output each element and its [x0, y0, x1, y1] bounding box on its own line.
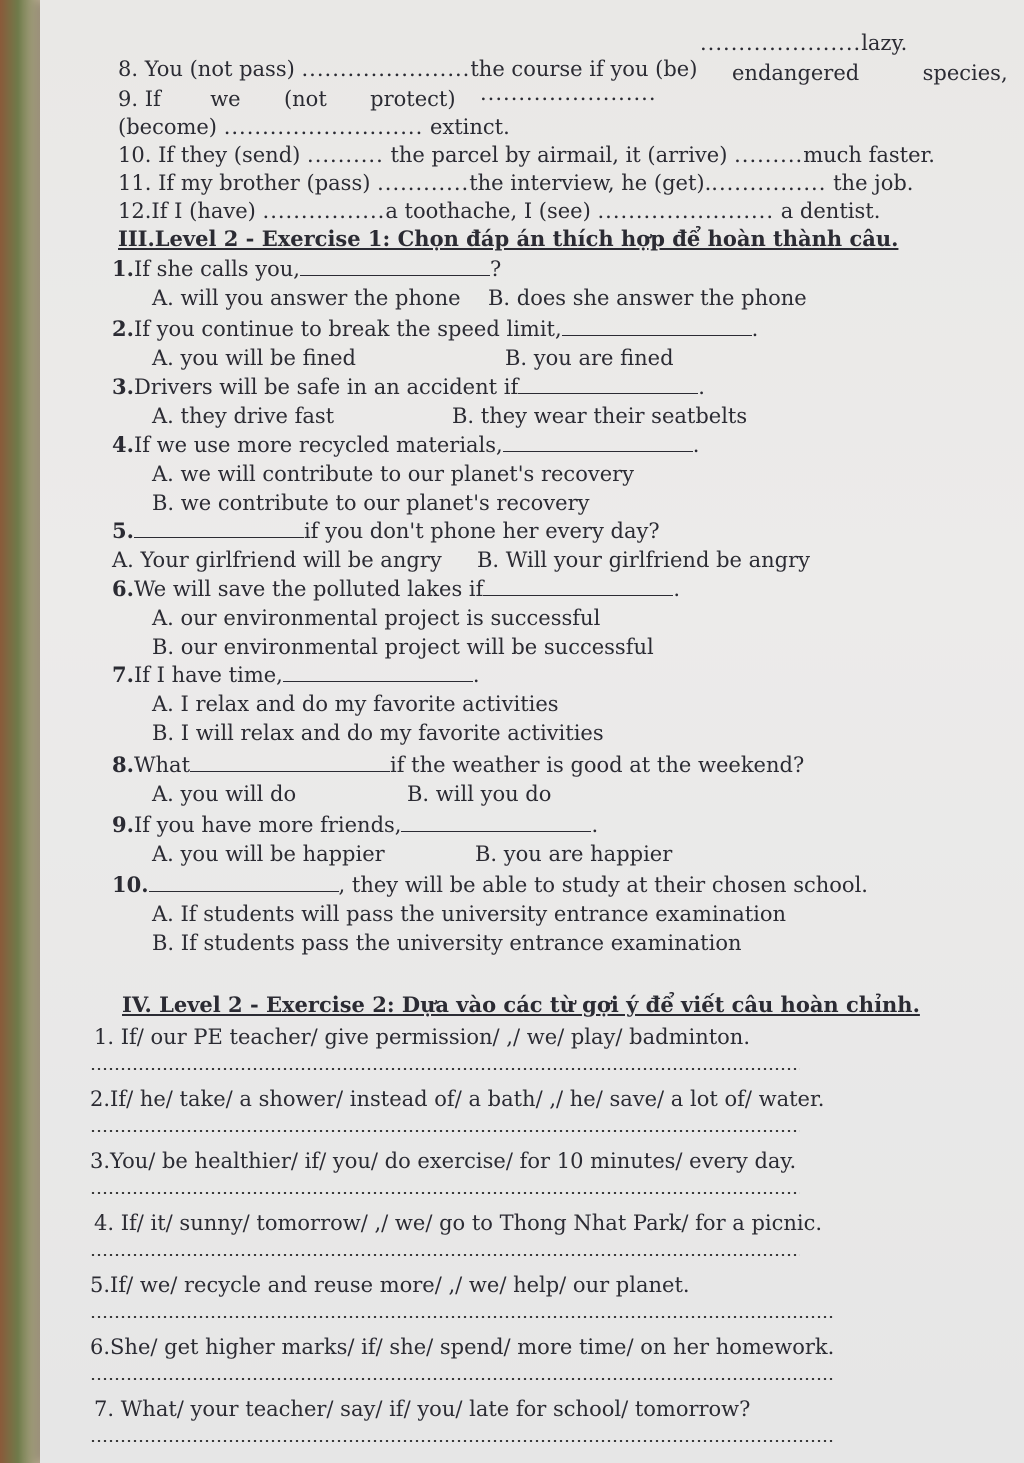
answer-blank[interactable]: [134, 519, 304, 538]
q10-line: [118, 142, 935, 168]
q8-line: [118, 56, 697, 82]
question-2-option-b[interactable]: B. you are fined: [505, 346, 674, 370]
rewrite-item-1: 1. If/ our PE teacher/ give permission/ ,/ we/ play/ badminton.: [94, 1025, 751, 1049]
question-7: [112, 662, 480, 688]
q9-blank-2[interactable]: ..........................: [223, 115, 424, 139]
q11-line: [118, 170, 913, 196]
answer-line-4[interactable]: [90, 1254, 800, 1256]
q11-part-a: If my brother (pass): [158, 171, 371, 195]
question-suffix: if you don't phone her every day?: [303, 519, 660, 543]
question-4-option-b[interactable]: B. we contribute to our planet's recovery: [152, 491, 590, 515]
question-prefix: Drivers will be safe in an accident if: [133, 375, 519, 399]
rewrite-item-3: 3.You/ be healthier/ if/ you/ do exercise/ for 10 minutes/ every day.: [90, 1149, 797, 1173]
q8-part-c: lazy.: [861, 31, 908, 55]
question-number: 8.: [112, 752, 134, 777]
rewrite-item-4: 4. If/ it/ sunny/ tomorrow/ ,/ we/ go to Thong Nhat Park/ for a picnic.: [94, 1211, 823, 1235]
question-6-option-b[interactable]: B. our environmental project will be successful: [152, 635, 654, 659]
question-1-option-b[interactable]: B. does she answer the phone: [488, 286, 807, 310]
answer-blank[interactable]: [190, 753, 390, 772]
q10-number: 10.: [118, 143, 152, 167]
question-5-option-a[interactable]: A. Your girlfriend will be angry: [112, 548, 442, 572]
q12-part-a: If I (have): [151, 199, 256, 223]
q9-part-d: protect): [370, 87, 456, 111]
q11-number: 11.: [118, 171, 152, 195]
q12-blank-1[interactable]: ................: [262, 199, 386, 223]
answer-blank[interactable]: [300, 257, 490, 276]
question-8: [112, 752, 804, 778]
question-prefix: We will save the polluted lakes if: [133, 577, 484, 601]
question-suffix: .: [698, 375, 705, 399]
rewrite-item-7: 7. What/ your teacher/ say/ if/ you/ late for school/ tomorrow?: [94, 1397, 751, 1421]
question-6: [112, 576, 680, 602]
q9-line-right: [732, 60, 1008, 86]
answer-blank[interactable]: [562, 317, 752, 336]
q8-blank-2[interactable]: .....................: [700, 31, 862, 55]
question-2: [112, 316, 758, 342]
answer-line-3[interactable]: [90, 1192, 800, 1194]
question-number: 7.: [112, 662, 134, 687]
question-prefix: If you continue to break the speed limit,: [133, 317, 562, 341]
question-number: 6.: [112, 576, 134, 601]
question-6-option-a[interactable]: A. our environmental project is successful: [152, 606, 601, 630]
q10-part-b: the parcel by airmail, it (arrive): [390, 143, 728, 167]
question-10-option-b[interactable]: B. If students pass the university entrance examination: [152, 931, 742, 955]
q8-number: 8.: [118, 57, 139, 81]
question-2-option-a[interactable]: A. you will be fined: [152, 346, 356, 370]
question-9-option-a[interactable]: A. you will be happier: [152, 842, 385, 866]
question-number: 3.: [112, 374, 134, 399]
q9-part-f: species,: [922, 61, 1008, 85]
q9-line: [118, 86, 456, 112]
q10-part-c: much faster.: [803, 143, 935, 167]
q9-part-a: If: [144, 87, 161, 111]
q8-blank-1[interactable]: ......................: [301, 57, 471, 81]
question-4: [112, 432, 699, 458]
q10-blank-1[interactable]: ..........: [307, 143, 384, 167]
rewrite-item-2: 2.If/ he/ take/ a shower/ instead of/ a bath/ ,/ he/ save/ a lot of/ water.: [90, 1087, 825, 1111]
answer-line-1[interactable]: [90, 1068, 800, 1070]
question-number: 4.: [112, 432, 134, 457]
answer-blank[interactable]: [401, 813, 591, 832]
q10-part-a: If they (send): [158, 143, 301, 167]
question-1: [112, 256, 501, 282]
answer-line-2[interactable]: [90, 1130, 800, 1132]
question-9: [112, 812, 598, 838]
answer-blank[interactable]: [483, 577, 673, 596]
q11-part-c: the job.: [833, 171, 914, 195]
question-number: 9.: [112, 812, 134, 837]
question-prefix: What: [133, 753, 191, 777]
question-number: 2.: [112, 316, 134, 341]
q9-part-b: we: [210, 87, 241, 111]
question-8-option-a[interactable]: A. you will do: [152, 782, 297, 806]
q11-blank-1[interactable]: ............: [377, 171, 470, 195]
rewrite-item-5: 5.If/ we/ recycle and reuse more/ ,/ we/ help/ our planet.: [90, 1273, 690, 1297]
question-3: [112, 374, 705, 400]
q9-part-e: endangered: [732, 61, 860, 85]
q9-part-c: (not: [283, 87, 327, 111]
question-prefix: If we use more recycled materials,: [133, 433, 503, 457]
q9-line-2: [118, 114, 510, 140]
q12-part-b: a toothache, I (see): [385, 199, 591, 223]
q12-line: [118, 198, 880, 224]
q9-part-h: extinct.: [429, 115, 510, 139]
question-suffix: ?: [489, 257, 502, 281]
question-10-option-a[interactable]: A. If students will pass the university entrance examination: [152, 902, 787, 926]
q9-blank-1[interactable]: .......................: [480, 81, 657, 105]
question-suffix: .: [673, 577, 681, 601]
q8-line-end: [700, 30, 907, 56]
question-1-option-a[interactable]: A. will you answer the phone: [152, 286, 461, 310]
answer-blank[interactable]: [518, 375, 698, 394]
question-4-option-a[interactable]: A. we will contribute to our planet's recovery: [152, 462, 635, 486]
q9-number: 9.: [118, 87, 139, 111]
question-suffix: , they will be able to study at their chosen school.: [338, 873, 868, 897]
q12-number: 12.: [118, 199, 152, 223]
rewrite-item-6: 6.She/ get higher marks/ if/ she/ spend/ more time/ on her homework.: [90, 1335, 835, 1359]
question-prefix: If I have time,: [133, 663, 283, 687]
section3-title: III.Level 2 - Exercise 1: Chọn đáp án thích hợp để hoàn thành câu.: [118, 226, 899, 251]
answer-line-7[interactable]: [90, 1440, 835, 1442]
question-10: [112, 872, 868, 898]
worksheet-page: [40, 0, 1024, 1463]
question-9-option-b[interactable]: B. you are happier: [475, 842, 673, 866]
question-suffix: .: [751, 317, 759, 341]
question-suffix: .: [591, 813, 599, 837]
q8-part-a: You (not pass): [144, 57, 295, 81]
question-3-option-a[interactable]: A. they drive fast: [152, 404, 335, 428]
question-suffix: if the weather is good at the weekend?: [390, 753, 805, 777]
question-suffix: .: [472, 663, 480, 687]
answer-line-5[interactable]: [90, 1316, 835, 1318]
answer-blank[interactable]: [149, 873, 339, 892]
question-5-option-b[interactable]: B. Will your girlfriend be angry: [477, 548, 811, 572]
question-suffix: .: [692, 433, 700, 457]
q9-part-g: (become): [118, 115, 218, 139]
question-number: 10.: [112, 872, 149, 897]
question-8-option-b[interactable]: B. will you do: [407, 782, 552, 806]
question-5: [112, 518, 660, 544]
question-number: 5.: [112, 518, 134, 543]
answer-blank[interactable]: [283, 663, 473, 682]
question-7-option-a[interactable]: A. I relax and do my favorite activities: [152, 692, 559, 716]
q11-part-b: the interview, he (get).: [469, 171, 712, 195]
question-3-option-b[interactable]: B. they wear their seatbelts: [452, 404, 748, 428]
question-prefix: If you have more friends,: [133, 813, 402, 837]
question-7-option-b[interactable]: B. I will relax and do my favorite activities: [152, 721, 604, 745]
q11-blank-2[interactable]: ...............: [711, 171, 827, 195]
answer-blank[interactable]: [503, 433, 693, 452]
question-number: 1.: [112, 256, 134, 281]
q10-blank-2[interactable]: .........: [734, 143, 804, 167]
answer-line-6[interactable]: [90, 1378, 835, 1380]
question-prefix: If she calls you,: [133, 257, 300, 281]
q8-part-b: the course if you (be): [470, 57, 698, 81]
q12-part-c: a dentist.: [780, 199, 881, 223]
q12-blank-2[interactable]: .......................: [597, 199, 775, 223]
section4-title: IV. Level 2 - Exercise 2: Dựa vào các từ gợi ý để viết câu hoàn chỉnh.: [122, 992, 920, 1017]
